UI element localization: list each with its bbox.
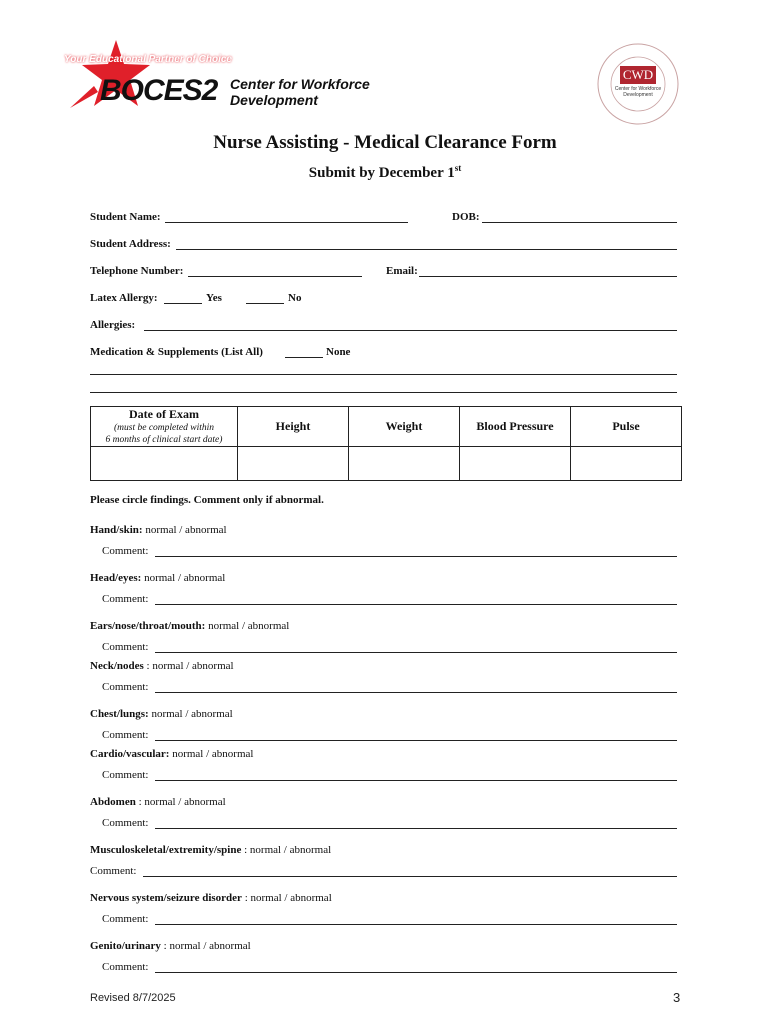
- finding-options[interactable]: : normal / abnormal: [163, 940, 251, 952]
- telephone-field[interactable]: [188, 276, 362, 277]
- weight-cell[interactable]: [349, 447, 460, 481]
- comment-label: Comment:: [102, 545, 149, 557]
- latex-allergy-label: Latex Allergy:: [90, 292, 158, 304]
- medication-line-2[interactable]: [90, 392, 677, 393]
- allergies-label: Allergies:: [90, 319, 136, 331]
- medication-none-field[interactable]: [285, 357, 323, 358]
- logo-brand: BOCES2: [100, 74, 218, 107]
- boces-logo: [64, 38, 370, 118]
- latex-no-label: No: [288, 292, 302, 304]
- comment-field[interactable]: [155, 604, 677, 605]
- medication-none-label: None: [326, 346, 351, 358]
- finding-options[interactable]: normal / abnormal: [145, 524, 227, 536]
- finding-options[interactable]: : normal / abnormal: [146, 660, 234, 672]
- medication-label: Medication & Supplements (List All): [90, 346, 263, 358]
- finding-label: Hand/skin: normal / abnormal: [90, 524, 227, 536]
- exam-header-row: [91, 407, 682, 447]
- email-field[interactable]: [419, 276, 677, 277]
- comment-label: Comment:: [102, 913, 149, 925]
- finding-options[interactable]: normal / abnormal: [144, 572, 226, 584]
- logo-dept-line1: Center for Workforce: [230, 76, 370, 92]
- latex-yes-label: Yes: [206, 292, 222, 304]
- exam-table: [90, 406, 682, 481]
- seal-sub2: Development: [623, 92, 653, 98]
- date-of-exam-cell[interactable]: [91, 447, 238, 481]
- pulse-header: Pulse: [571, 407, 682, 447]
- comment-field[interactable]: [155, 780, 677, 781]
- latex-no-field[interactable]: [246, 303, 284, 304]
- date-of-exam-header: Date of Exam (must be completed within 6 months of clinical start date): [91, 407, 238, 447]
- finding-label: Cardio/vascular: normal / abnormal: [90, 748, 254, 760]
- page-number: 3: [673, 990, 681, 1005]
- height-cell[interactable]: [238, 447, 349, 481]
- comment-field[interactable]: [155, 972, 677, 973]
- finding-label: Neck/nodes : normal / abnormal: [90, 660, 234, 672]
- comment-field[interactable]: [155, 692, 677, 693]
- comment-field[interactable]: [143, 876, 677, 877]
- finding-options[interactable]: : normal / abnormal: [244, 892, 332, 904]
- finding-label: Head/eyes: normal / abnormal: [90, 572, 226, 584]
- email-label: Email:: [386, 265, 418, 277]
- finding-label: Nervous system/seizure disorder : normal / abnormal: [90, 892, 332, 904]
- finding-options[interactable]: normal / abnormal: [172, 748, 254, 760]
- comment-label: Comment:: [102, 681, 149, 693]
- page-title: Nurse Assisting - Medical Clearance Form: [213, 132, 557, 153]
- logo-tagline: Your Educational Partner of Choice: [64, 54, 232, 65]
- comment-label: Comment:: [90, 865, 137, 877]
- comment-label: Comment:: [102, 961, 149, 973]
- dob-label: DOB:: [452, 211, 480, 223]
- weight-header: Weight: [349, 407, 460, 447]
- latex-yes-field[interactable]: [164, 303, 202, 304]
- student-address-field[interactable]: [176, 249, 677, 250]
- comment-field[interactable]: [155, 652, 677, 653]
- blood-pressure-cell[interactable]: [460, 447, 571, 481]
- finding-options[interactable]: : normal / abnormal: [138, 796, 226, 808]
- comment-field[interactable]: [155, 828, 677, 829]
- revised-date: Revised 8/7/2025: [90, 992, 176, 1004]
- page-subtitle: Submit by December 1st: [308, 163, 462, 181]
- height-header: Height: [238, 407, 349, 447]
- comment-label: Comment:: [102, 641, 149, 653]
- finding-label: Chest/lungs: normal / abnormal: [90, 708, 233, 720]
- medication-line-1[interactable]: [90, 374, 677, 375]
- finding-options[interactable]: normal / abnormal: [208, 620, 290, 632]
- finding-label: Musculoskeletal/extremity/spine : normal / abnormal: [90, 844, 332, 856]
- logo-dept-line2: Development: [230, 92, 318, 108]
- finding-label: Abdomen : normal / abnormal: [90, 796, 226, 808]
- student-name-field[interactable]: [165, 222, 408, 223]
- comment-field[interactable]: [155, 924, 677, 925]
- exam-entry-row: [91, 447, 682, 481]
- cwd-seal: [596, 42, 680, 126]
- finding-options[interactable]: normal / abnormal: [151, 708, 233, 720]
- comment-label: Comment:: [102, 729, 149, 741]
- pulse-cell[interactable]: [571, 447, 682, 481]
- comment-label: Comment:: [102, 593, 149, 605]
- comment-field[interactable]: [155, 740, 677, 741]
- dob-field[interactable]: [482, 222, 677, 223]
- student-name-label: Student Name:: [90, 211, 161, 223]
- telephone-label: Telephone Number:: [90, 265, 184, 277]
- seal-text: CWD: [622, 67, 654, 82]
- comment-label: Comment:: [102, 817, 149, 829]
- allergies-field[interactable]: [144, 330, 677, 331]
- comment-label: Comment:: [102, 769, 149, 781]
- finding-label: Ears/nose/throat/mouth: normal / abnormal: [90, 620, 290, 632]
- seal-sub1: Center for Workforce: [614, 86, 662, 92]
- findings-intro: Please circle findings. Comment only if abnormal.: [90, 494, 324, 506]
- student-address-label: Student Address:: [90, 238, 171, 250]
- finding-label: Genito/urinary : normal / abnormal: [90, 940, 251, 952]
- blood-pressure-header: Blood Pressure: [460, 407, 571, 447]
- seal-ring-icon: [596, 42, 680, 126]
- finding-options[interactable]: : normal / abnormal: [244, 844, 332, 856]
- comment-field[interactable]: [155, 556, 677, 557]
